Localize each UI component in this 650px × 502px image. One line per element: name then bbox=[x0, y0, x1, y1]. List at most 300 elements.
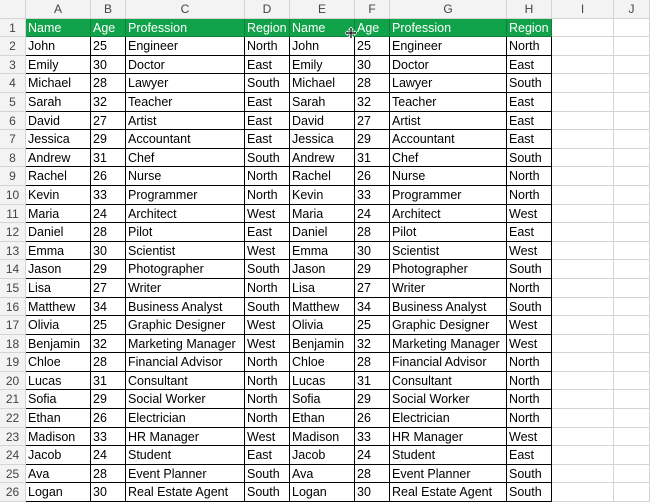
table-cell[interactable]: Pilot bbox=[390, 223, 507, 242]
table-cell[interactable]: 30 bbox=[355, 483, 390, 502]
table-cell[interactable]: North bbox=[245, 279, 290, 298]
row-header-7[interactable]: 7 bbox=[0, 130, 26, 149]
table-cell[interactable]: East bbox=[245, 93, 290, 112]
table-cell[interactable]: North bbox=[507, 167, 552, 186]
table-cell[interactable]: John bbox=[290, 37, 355, 56]
table-cell[interactable]: Accountant bbox=[390, 130, 507, 149]
column-header-j[interactable]: J bbox=[614, 0, 650, 19]
column-header-c[interactable]: C bbox=[126, 0, 245, 19]
table-cell[interactable]: 30 bbox=[355, 56, 390, 75]
select-all-corner[interactable] bbox=[0, 0, 26, 19]
table-cell[interactable]: Sarah bbox=[26, 93, 91, 112]
table-cell[interactable]: Ava bbox=[26, 465, 91, 484]
row-header-12[interactable]: 12 bbox=[0, 223, 26, 242]
table-header-cell[interactable]: Age bbox=[355, 19, 390, 38]
table-cell[interactable]: Lucas bbox=[26, 372, 91, 391]
table-cell[interactable]: Artist bbox=[390, 112, 507, 131]
empty-cell[interactable] bbox=[614, 130, 650, 149]
row-header-20[interactable]: 20 bbox=[0, 372, 26, 391]
table-cell[interactable]: Emma bbox=[26, 242, 91, 261]
empty-cell[interactable] bbox=[614, 56, 650, 75]
table-cell[interactable]: Jason bbox=[290, 260, 355, 279]
empty-cell[interactable] bbox=[552, 149, 614, 168]
table-cell[interactable]: Social Worker bbox=[126, 390, 245, 409]
empty-cell[interactable] bbox=[614, 74, 650, 93]
table-cell[interactable]: Chloe bbox=[290, 353, 355, 372]
table-cell[interactable]: Financial Advisor bbox=[126, 353, 245, 372]
empty-cell[interactable] bbox=[552, 409, 614, 428]
table-cell[interactable]: Chef bbox=[126, 149, 245, 168]
empty-cell[interactable] bbox=[614, 279, 650, 298]
table-cell[interactable]: 27 bbox=[91, 112, 126, 131]
empty-cell[interactable] bbox=[614, 316, 650, 335]
empty-cell[interactable] bbox=[552, 56, 614, 75]
table-cell[interactable]: Programmer bbox=[390, 186, 507, 205]
table-cell[interactable]: North bbox=[507, 372, 552, 391]
table-cell[interactable]: West bbox=[507, 316, 552, 335]
table-cell[interactable]: Lawyer bbox=[390, 74, 507, 93]
table-cell[interactable]: West bbox=[245, 428, 290, 447]
column-header-d[interactable]: D bbox=[245, 0, 290, 19]
table-cell[interactable]: David bbox=[26, 112, 91, 131]
table-cell[interactable]: Student bbox=[126, 446, 245, 465]
table-cell[interactable]: 30 bbox=[91, 483, 126, 502]
table-cell[interactable]: 25 bbox=[355, 37, 390, 56]
table-cell[interactable]: Michael bbox=[26, 74, 91, 93]
table-cell[interactable]: 30 bbox=[355, 242, 390, 261]
empty-cell[interactable] bbox=[614, 112, 650, 131]
row-header-14[interactable]: 14 bbox=[0, 260, 26, 279]
table-cell[interactable]: Daniel bbox=[26, 223, 91, 242]
table-cell[interactable]: Writer bbox=[390, 279, 507, 298]
table-cell[interactable]: Engineer bbox=[390, 37, 507, 56]
empty-cell[interactable] bbox=[552, 260, 614, 279]
table-cell[interactable]: North bbox=[245, 390, 290, 409]
empty-cell[interactable] bbox=[552, 353, 614, 372]
row-header-2[interactable]: 2 bbox=[0, 37, 26, 56]
table-header-cell[interactable]: Age bbox=[91, 19, 126, 38]
row-header-21[interactable]: 21 bbox=[0, 390, 26, 409]
row-header-22[interactable]: 22 bbox=[0, 409, 26, 428]
table-cell[interactable]: 29 bbox=[355, 260, 390, 279]
table-cell[interactable]: 24 bbox=[355, 446, 390, 465]
empty-cell[interactable] bbox=[614, 186, 650, 205]
empty-cell[interactable] bbox=[614, 465, 650, 484]
empty-cell[interactable] bbox=[552, 167, 614, 186]
table-cell[interactable]: Ethan bbox=[26, 409, 91, 428]
table-cell[interactable]: North bbox=[507, 37, 552, 56]
table-header-cell[interactable]: Region bbox=[507, 19, 552, 38]
table-cell[interactable]: Rachel bbox=[26, 167, 91, 186]
table-cell[interactable]: John bbox=[26, 37, 91, 56]
row-header-17[interactable]: 17 bbox=[0, 316, 26, 335]
table-cell[interactable]: 28 bbox=[355, 465, 390, 484]
empty-cell[interactable] bbox=[552, 446, 614, 465]
row-header-11[interactable]: 11 bbox=[0, 205, 26, 224]
table-cell[interactable]: Scientist bbox=[390, 242, 507, 261]
table-cell[interactable]: 28 bbox=[355, 353, 390, 372]
empty-cell[interactable] bbox=[614, 260, 650, 279]
column-header-a[interactable]: A bbox=[26, 0, 91, 19]
table-cell[interactable]: 31 bbox=[355, 372, 390, 391]
table-cell[interactable]: North bbox=[245, 372, 290, 391]
table-header-cell[interactable]: Region bbox=[245, 19, 290, 38]
empty-cell[interactable] bbox=[614, 223, 650, 242]
empty-cell[interactable] bbox=[614, 428, 650, 447]
table-cell[interactable]: Matthew bbox=[26, 298, 91, 317]
table-cell[interactable]: Andrew bbox=[290, 149, 355, 168]
table-cell[interactable]: 26 bbox=[355, 167, 390, 186]
table-cell[interactable]: South bbox=[507, 298, 552, 317]
table-cell[interactable]: 31 bbox=[91, 372, 126, 391]
table-cell[interactable]: South bbox=[507, 149, 552, 168]
table-cell[interactable]: Doctor bbox=[126, 56, 245, 75]
table-cell[interactable]: Nurse bbox=[390, 167, 507, 186]
row-header-10[interactable]: 10 bbox=[0, 186, 26, 205]
table-cell[interactable]: Financial Advisor bbox=[390, 353, 507, 372]
table-cell[interactable]: 28 bbox=[91, 353, 126, 372]
table-cell[interactable]: West bbox=[245, 316, 290, 335]
empty-cell[interactable] bbox=[614, 372, 650, 391]
table-cell[interactable]: HR Manager bbox=[126, 428, 245, 447]
table-cell[interactable]: 33 bbox=[355, 428, 390, 447]
table-cell[interactable]: 33 bbox=[91, 186, 126, 205]
table-cell[interactable]: East bbox=[245, 130, 290, 149]
table-cell[interactable]: Pilot bbox=[126, 223, 245, 242]
table-cell[interactable]: North bbox=[245, 353, 290, 372]
empty-cell[interactable] bbox=[614, 483, 650, 502]
table-cell[interactable]: 24 bbox=[91, 205, 126, 224]
table-cell[interactable]: Real Estate Agent bbox=[126, 483, 245, 502]
table-cell[interactable]: 31 bbox=[91, 149, 126, 168]
empty-cell[interactable] bbox=[552, 428, 614, 447]
row-header-26[interactable]: 26 bbox=[0, 483, 26, 502]
table-cell[interactable]: Student bbox=[390, 446, 507, 465]
table-cell[interactable]: Benjamin bbox=[290, 335, 355, 354]
table-cell[interactable]: East bbox=[245, 112, 290, 131]
empty-cell[interactable] bbox=[552, 93, 614, 112]
table-cell[interactable]: Madison bbox=[26, 428, 91, 447]
table-cell[interactable]: 29 bbox=[91, 260, 126, 279]
table-cell[interactable]: Emily bbox=[26, 56, 91, 75]
table-cell[interactable]: 34 bbox=[91, 298, 126, 317]
table-cell[interactable]: South bbox=[507, 483, 552, 502]
table-cell[interactable]: Marketing Manager bbox=[390, 335, 507, 354]
table-cell[interactable]: South bbox=[507, 74, 552, 93]
table-cell[interactable]: Electrician bbox=[126, 409, 245, 428]
table-cell[interactable]: Logan bbox=[290, 483, 355, 502]
empty-cell[interactable] bbox=[614, 353, 650, 372]
table-row bbox=[0, 409, 650, 428]
table-cell[interactable]: 29 bbox=[355, 390, 390, 409]
empty-cell[interactable] bbox=[552, 74, 614, 93]
table-cell[interactable]: 26 bbox=[91, 167, 126, 186]
empty-cell[interactable] bbox=[552, 483, 614, 502]
table-cell[interactable]: South bbox=[245, 74, 290, 93]
table-cell[interactable]: South bbox=[245, 298, 290, 317]
table-cell[interactable]: 25 bbox=[91, 37, 126, 56]
row-header-25[interactable]: 25 bbox=[0, 465, 26, 484]
empty-cell[interactable] bbox=[614, 390, 650, 409]
table-cell[interactable]: Consultant bbox=[390, 372, 507, 391]
table-cell[interactable]: 24 bbox=[355, 205, 390, 224]
table-cell[interactable]: Lisa bbox=[26, 279, 91, 298]
table-cell[interactable]: Engineer bbox=[126, 37, 245, 56]
table-cell[interactable]: East bbox=[507, 93, 552, 112]
empty-cell[interactable] bbox=[552, 465, 614, 484]
row-header-6[interactable]: 6 bbox=[0, 112, 26, 131]
table-cell[interactable]: Business Analyst bbox=[390, 298, 507, 317]
table-cell[interactable]: 28 bbox=[91, 223, 126, 242]
table-cell[interactable]: East bbox=[245, 223, 290, 242]
table-cell[interactable]: Teacher bbox=[126, 93, 245, 112]
table-cell[interactable]: Emily bbox=[290, 56, 355, 75]
table-cell[interactable]: 26 bbox=[91, 409, 126, 428]
empty-cell[interactable] bbox=[552, 112, 614, 131]
table-cell[interactable]: 29 bbox=[91, 130, 126, 149]
table-cell[interactable]: North bbox=[507, 279, 552, 298]
table-cell[interactable]: East bbox=[507, 446, 552, 465]
empty-cell[interactable] bbox=[552, 37, 614, 56]
row-header-4[interactable]: 4 bbox=[0, 74, 26, 93]
table-cell[interactable]: South bbox=[507, 465, 552, 484]
table-cell[interactable]: Sofia bbox=[290, 390, 355, 409]
table-cell[interactable]: 28 bbox=[91, 465, 126, 484]
empty-cell[interactable] bbox=[614, 205, 650, 224]
empty-cell[interactable] bbox=[552, 316, 614, 335]
empty-cell[interactable] bbox=[552, 298, 614, 317]
table-cell[interactable]: Maria bbox=[290, 205, 355, 224]
table-cell[interactable]: Logan bbox=[26, 483, 91, 502]
table-cell[interactable]: 32 bbox=[355, 335, 390, 354]
table-cell[interactable]: 31 bbox=[355, 149, 390, 168]
table-cell[interactable]: 28 bbox=[91, 74, 126, 93]
table-cell[interactable]: Marketing Manager bbox=[126, 335, 245, 354]
table-cell[interactable]: Artist bbox=[126, 112, 245, 131]
table-cell[interactable]: Graphic Designer bbox=[126, 316, 245, 335]
table-cell[interactable]: 26 bbox=[355, 409, 390, 428]
table-cell[interactable]: 27 bbox=[355, 279, 390, 298]
table-cell[interactable]: 28 bbox=[355, 223, 390, 242]
table-cell[interactable]: 34 bbox=[355, 298, 390, 317]
table-header-cell[interactable]: Name bbox=[290, 19, 355, 38]
table-cell[interactable]: Chloe bbox=[26, 353, 91, 372]
empty-cell[interactable] bbox=[552, 335, 614, 354]
table-cell[interactable]: North bbox=[245, 186, 290, 205]
table-cell[interactable]: Michael bbox=[290, 74, 355, 93]
row-header-3[interactable]: 3 bbox=[0, 56, 26, 75]
table-cell[interactable]: Emma bbox=[290, 242, 355, 261]
empty-cell[interactable] bbox=[614, 298, 650, 317]
table-cell[interactable]: West bbox=[507, 428, 552, 447]
table-cell[interactable]: Jessica bbox=[290, 130, 355, 149]
empty-cell[interactable] bbox=[614, 409, 650, 428]
table-cell[interactable]: West bbox=[507, 242, 552, 261]
table-cell[interactable]: Event Planner bbox=[390, 465, 507, 484]
row-header-8[interactable]: 8 bbox=[0, 149, 26, 168]
table-cell[interactable]: Olivia bbox=[290, 316, 355, 335]
empty-cell[interactable] bbox=[552, 19, 614, 38]
table-header-cell[interactable]: Name bbox=[26, 19, 91, 38]
empty-cell[interactable] bbox=[614, 149, 650, 168]
column-header-g[interactable]: G bbox=[390, 0, 507, 19]
table-cell[interactable]: East bbox=[245, 56, 290, 75]
table-cell[interactable]: Doctor bbox=[390, 56, 507, 75]
table-cell[interactable]: East bbox=[507, 130, 552, 149]
row-header-15[interactable]: 15 bbox=[0, 279, 26, 298]
table-cell[interactable]: Teacher bbox=[390, 93, 507, 112]
table-cell[interactable]: Chef bbox=[390, 149, 507, 168]
table-cell[interactable]: 27 bbox=[355, 112, 390, 131]
table-cell[interactable]: Matthew bbox=[290, 298, 355, 317]
table-cell[interactable]: 27 bbox=[91, 279, 126, 298]
table-cell[interactable]: West bbox=[507, 335, 552, 354]
column-header-e[interactable]: E bbox=[290, 0, 355, 19]
empty-cell[interactable] bbox=[614, 93, 650, 112]
table-cell[interactable]: North bbox=[245, 409, 290, 428]
table-cell[interactable]: East bbox=[507, 223, 552, 242]
column-header-f[interactable]: F bbox=[355, 0, 390, 19]
table-cell[interactable]: Ava bbox=[290, 465, 355, 484]
table-cell[interactable]: 29 bbox=[91, 390, 126, 409]
table-cell[interactable]: Event Planner bbox=[126, 465, 245, 484]
row-header-1[interactable]: 1 bbox=[0, 19, 26, 38]
table-cell[interactable]: North bbox=[245, 37, 290, 56]
table-cell[interactable]: Consultant bbox=[126, 372, 245, 391]
table-cell[interactable]: North bbox=[245, 167, 290, 186]
table-header-cell[interactable]: Profession bbox=[126, 19, 245, 38]
table-cell[interactable]: 24 bbox=[91, 446, 126, 465]
table-cell[interactable]: 29 bbox=[355, 130, 390, 149]
table-row bbox=[0, 260, 650, 279]
row-header-24[interactable]: 24 bbox=[0, 446, 26, 465]
table-cell[interactable]: Scientist bbox=[126, 242, 245, 261]
column-header-i[interactable]: I bbox=[552, 0, 614, 19]
row-header-23[interactable]: 23 bbox=[0, 428, 26, 447]
row-header-9[interactable]: 9 bbox=[0, 167, 26, 186]
table-cell[interactable]: Jacob bbox=[26, 446, 91, 465]
row-header-5[interactable]: 5 bbox=[0, 93, 26, 112]
column-header-b[interactable]: B bbox=[91, 0, 126, 19]
table-cell[interactable]: Daniel bbox=[290, 223, 355, 242]
empty-cell[interactable] bbox=[552, 205, 614, 224]
table-cell[interactable]: Maria bbox=[26, 205, 91, 224]
table-cell[interactable]: Madison bbox=[290, 428, 355, 447]
table-cell[interactable]: Real Estate Agent bbox=[390, 483, 507, 502]
table-cell[interactable]: Jessica bbox=[26, 130, 91, 149]
empty-cell[interactable] bbox=[552, 242, 614, 261]
table-cell[interactable]: 32 bbox=[91, 335, 126, 354]
table-cell[interactable]: Lisa bbox=[290, 279, 355, 298]
empty-cell[interactable] bbox=[552, 186, 614, 205]
empty-cell[interactable] bbox=[614, 19, 650, 38]
table-cell[interactable]: Rachel bbox=[290, 167, 355, 186]
table-cell[interactable]: South bbox=[245, 149, 290, 168]
table-cell[interactable]: Social Worker bbox=[390, 390, 507, 409]
table-cell[interactable]: 32 bbox=[91, 93, 126, 112]
empty-cell[interactable] bbox=[614, 446, 650, 465]
table-cell[interactable]: East bbox=[245, 446, 290, 465]
column-header-h[interactable]: H bbox=[507, 0, 552, 19]
table-cell[interactable]: Writer bbox=[126, 279, 245, 298]
row-header-18[interactable]: 18 bbox=[0, 335, 26, 354]
table-cell[interactable]: 28 bbox=[355, 74, 390, 93]
table-cell[interactable]: Kevin bbox=[26, 186, 91, 205]
table-cell[interactable]: HR Manager bbox=[390, 428, 507, 447]
empty-cell[interactable] bbox=[614, 335, 650, 354]
table-cell[interactable]: Nurse bbox=[126, 167, 245, 186]
table-cell[interactable]: South bbox=[245, 483, 290, 502]
table-cell[interactable]: North bbox=[507, 409, 552, 428]
row-header-13[interactable]: 13 bbox=[0, 242, 26, 261]
table-cell[interactable]: South bbox=[245, 465, 290, 484]
table-cell[interactable]: North bbox=[507, 353, 552, 372]
table-cell[interactable]: Architect bbox=[126, 205, 245, 224]
table-cell[interactable]: Accountant bbox=[126, 130, 245, 149]
table-cell[interactable]: Lawyer bbox=[126, 74, 245, 93]
table-cell[interactable]: Jacob bbox=[290, 446, 355, 465]
table-cell[interactable]: Graphic Designer bbox=[390, 316, 507, 335]
table-cell[interactable]: North bbox=[507, 186, 552, 205]
table-cell[interactable]: 25 bbox=[355, 316, 390, 335]
table-cell[interactable]: West bbox=[245, 335, 290, 354]
table-cell[interactable]: Electrician bbox=[390, 409, 507, 428]
table-cell[interactable]: Jason bbox=[26, 260, 91, 279]
table-cell[interactable]: West bbox=[245, 242, 290, 261]
table-cell[interactable]: Ethan bbox=[290, 409, 355, 428]
table-row bbox=[0, 465, 650, 484]
table-cell[interactable]: Photographer bbox=[390, 260, 507, 279]
table-cell[interactable]: Olivia bbox=[26, 316, 91, 335]
empty-cell[interactable] bbox=[552, 279, 614, 298]
table-cell[interactable]: 30 bbox=[91, 242, 126, 261]
table-cell[interactable]: Kevin bbox=[290, 186, 355, 205]
table-cell[interactable]: Business Analyst bbox=[126, 298, 245, 317]
table-cell[interactable]: Andrew bbox=[26, 149, 91, 168]
table-cell[interactable]: Photographer bbox=[126, 260, 245, 279]
table-cell[interactable]: Benjamin bbox=[26, 335, 91, 354]
table-cell[interactable]: Sarah bbox=[290, 93, 355, 112]
table-cell[interactable]: Architect bbox=[390, 205, 507, 224]
table-cell[interactable]: North bbox=[507, 390, 552, 409]
table-cell[interactable]: West bbox=[245, 205, 290, 224]
row-header-19[interactable]: 19 bbox=[0, 353, 26, 372]
empty-cell[interactable] bbox=[552, 390, 614, 409]
table-cell[interactable]: David bbox=[290, 112, 355, 131]
row-header-16[interactable]: 16 bbox=[0, 298, 26, 317]
empty-cell[interactable] bbox=[614, 167, 650, 186]
table-cell[interactable]: West bbox=[507, 205, 552, 224]
table-cell[interactable]: 32 bbox=[355, 93, 390, 112]
table-cell[interactable]: Lucas bbox=[290, 372, 355, 391]
table-cell[interactable]: 25 bbox=[91, 316, 126, 335]
table-cell[interactable]: 33 bbox=[91, 428, 126, 447]
table-cell[interactable]: Sofia bbox=[26, 390, 91, 409]
table-cell[interactable]: Programmer bbox=[126, 186, 245, 205]
table-cell[interactable]: East bbox=[507, 56, 552, 75]
empty-cell[interactable] bbox=[552, 130, 614, 149]
empty-cell[interactable] bbox=[552, 372, 614, 391]
empty-cell[interactable] bbox=[614, 242, 650, 261]
table-cell[interactable]: South bbox=[507, 260, 552, 279]
table-header-cell[interactable]: Profession bbox=[390, 19, 507, 38]
empty-cell[interactable] bbox=[552, 223, 614, 242]
table-cell[interactable]: South bbox=[245, 260, 290, 279]
table-cell[interactable]: East bbox=[507, 112, 552, 131]
table-cell[interactable]: 33 bbox=[355, 186, 390, 205]
empty-cell[interactable] bbox=[614, 37, 650, 56]
table-cell[interactable]: 30 bbox=[91, 56, 126, 75]
